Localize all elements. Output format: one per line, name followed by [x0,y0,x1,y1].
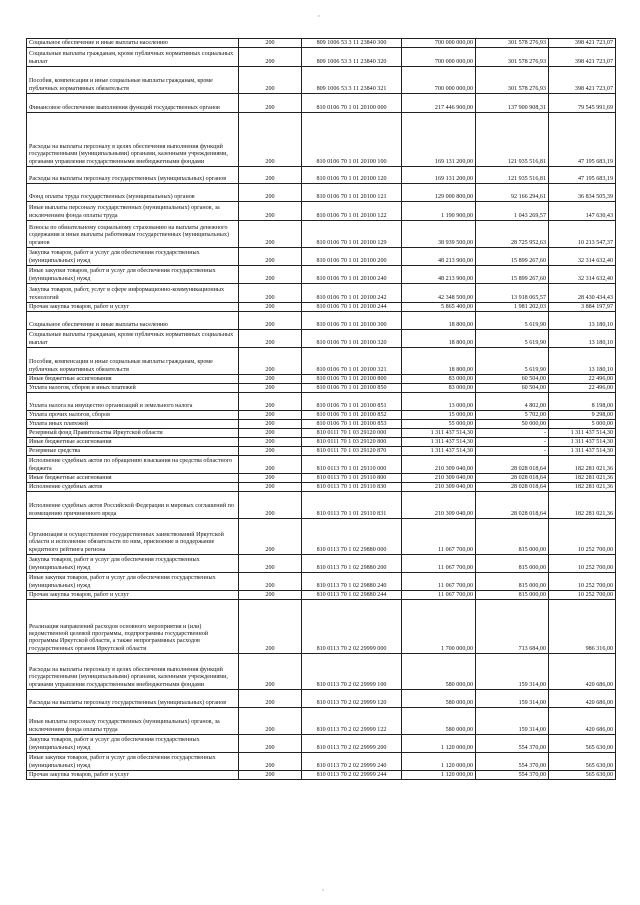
row-unexecuted-amount: 9 298,00 [549,411,616,420]
table-row [27,519,616,555]
row-budget-code: 810 0106 70 1 01 20100 852 [302,411,402,420]
row-executed-amount: - [476,438,549,447]
row-approved-amount: 129 000 800,00 [402,184,476,202]
row-name: Социальное обеспечение и иные выплаты населению [27,312,239,330]
row-unexecuted-amount: 32 314 632,40 [549,266,616,284]
table-row [27,573,616,591]
row-unexecuted-amount: 36 834 505,39 [549,184,616,202]
row-name: Фонд оплаты труда государственных (муниципальных) органов [27,184,239,202]
table-row [27,202,616,221]
row-name: Расходы на выплаты персоналу государственных (муниципальных) органов [27,690,239,708]
row-budget-code: 810 0106 70 1 01 20100 853 [302,420,402,429]
row-approved-amount: 15 000,00 [402,411,476,420]
row-admin-code: 200 [239,266,302,284]
row-admin-code: 200 [239,474,302,483]
row-executed-amount: 815 000,00 [476,555,549,573]
row-executed-amount: 554 370,00 [476,753,549,771]
row-executed-amount: 4 802,00 [476,393,549,411]
row-unexecuted-amount: 13 180,10 [549,312,616,330]
row-budget-code: 810 0111 70 1 03 29120 870 [302,447,402,456]
row-budget-code: 810 0113 70 1 02 29880 244 [302,591,402,600]
row-executed-amount: 301 578 276,93 [476,39,549,48]
row-admin-code: 200 [239,312,302,330]
row-approved-amount: 18 800,00 [402,348,476,375]
table-row [27,48,616,67]
row-name: Иные закупки товаров, работ и услуг для обеспечения государственных (муниципальных) нужд [27,753,239,771]
row-budget-code: 810 0106 70 1 01 20100 244 [302,303,402,312]
row-unexecuted-amount: 22 496,00 [549,384,616,393]
table-row [27,330,616,348]
row-budget-code: 810 0113 70 2 02 29999 200 [302,735,402,753]
row-unexecuted-amount: 5 000,00 [549,420,616,429]
row-unexecuted-amount: 182 281 021,36 [549,492,616,519]
row-name: Иные бюджетные ассигнования [27,474,239,483]
row-executed-amount: 121 935 516,81 [476,167,549,184]
row-name: Закупка товаров, работ и услуг для обеспечения государственных (муниципальных) нужд [27,735,239,753]
row-unexecuted-amount: 565 630,00 [549,735,616,753]
row-executed-amount: 92 166 294,61 [476,184,549,202]
row-admin-code: 200 [239,221,302,248]
row-admin-code: 200 [239,753,302,771]
row-name: Иные выплаты персоналу государственных (муниципальных) органов, за исключением фонда оплаты труда [27,708,239,735]
row-admin-code: 200 [239,591,302,600]
table-row [27,474,616,483]
row-admin-code: 200 [239,447,302,456]
row-approved-amount: 1 120 000,00 [402,771,476,780]
table-row [27,492,616,519]
row-name: Взносы по обязательному социальному страхованию на выплаты денежного содержания и иные выплаты работникам государственных (муниципальных) органов [27,221,239,248]
row-admin-code: 200 [239,393,302,411]
page-top-mark: ' [318,14,320,22]
row-unexecuted-amount: 13 180,10 [549,348,616,375]
table-row [27,375,616,384]
row-unexecuted-amount: 420 686,00 [549,690,616,708]
row-budget-code: 810 0106 70 1 01 20100 851 [302,393,402,411]
row-approved-amount: 48 213 900,00 [402,248,476,266]
row-executed-amount: 5 619,90 [476,312,549,330]
row-name: Резервные средства [27,447,239,456]
row-unexecuted-amount: 986 316,00 [549,600,616,654]
row-admin-code: 200 [239,411,302,420]
table-row [27,94,616,113]
row-name: Иные закупки товаров, работ и услуг для обеспечения государственных (муниципальных) нужд [27,266,239,284]
row-unexecuted-amount: 420 686,00 [549,708,616,735]
row-name: Организация и осуществление государственных заимствований Иркутской области и исполнение обязательств по ним, присвоение и поддержание кредитного рейтинга региона [27,519,239,555]
row-approved-amount: 1 120 000,00 [402,753,476,771]
row-approved-amount: 38 939 500,00 [402,221,476,248]
row-budget-code: 810 0106 70 1 01 20100 300 [302,312,402,330]
row-unexecuted-amount: 182 281 021,36 [549,456,616,474]
row-admin-code: 200 [239,39,302,48]
row-unexecuted-amount: 32 314 632,40 [549,248,616,266]
row-approved-amount: 169 131 200,00 [402,113,476,167]
row-budget-code: 810 0106 70 1 01 20100 100 [302,113,402,167]
row-admin-code: 200 [239,167,302,184]
row-name: Расходы на выплаты персоналу в целях обеспечения выполнения функций государственными (муниципальными) органами, казенными учреждениями, органами управления государственными внебюджетными фондами [27,654,239,690]
row-name: Расходы на выплаты персоналу в целях обеспечения выполнения функций государственными (муниципальными) органами, казенными учреждениями, органами управления государственными внебюджетными фондами [27,113,239,167]
row-unexecuted-amount: 47 195 683,19 [549,113,616,167]
row-admin-code: 200 [239,330,302,348]
table-row [27,221,616,248]
row-approved-amount: 5 865 400,00 [402,303,476,312]
table-row [27,447,616,456]
table-row [27,312,616,330]
row-executed-amount: 15 899 267,60 [476,248,549,266]
row-admin-code: 200 [239,420,302,429]
row-budget-code: 810 0113 70 2 02 29999 244 [302,771,402,780]
row-admin-code: 200 [239,248,302,266]
row-name: Финансовое обеспечение выполнения функций государственных органов [27,94,239,113]
row-executed-amount: 815 000,00 [476,573,549,591]
row-unexecuted-amount: 1 311 437 514,30 [549,438,616,447]
row-admin-code: 200 [239,67,302,94]
table-row [27,456,616,474]
row-admin-code: 200 [239,348,302,375]
row-budget-code: 810 0113 70 2 02 29999 000 [302,600,402,654]
row-approved-amount: 210 309 040,00 [402,474,476,483]
table-row [27,654,616,690]
row-unexecuted-amount: 1 311 437 514,30 [549,447,616,456]
row-admin-code: 200 [239,492,302,519]
row-name: Социальные выплаты гражданам, кроме публичных нормативных социальных выплат [27,48,239,67]
row-executed-amount: 713 684,00 [476,600,549,654]
table-row [27,420,616,429]
row-executed-amount: 301 578 276,93 [476,67,549,94]
row-admin-code: 200 [239,184,302,202]
row-budget-code: 810 0106 70 1 01 20100 122 [302,202,402,221]
row-budget-code: 810 0113 70 2 02 29999 122 [302,708,402,735]
row-approved-amount: 11 067 700,00 [402,519,476,555]
row-unexecuted-amount: 10 252 700,00 [549,555,616,573]
row-admin-code: 200 [239,573,302,591]
row-budget-code: 810 0106 70 1 01 20100 800 [302,375,402,384]
row-budget-code: 810 0106 70 1 01 20100 129 [302,221,402,248]
row-approved-amount: 1 190 900,00 [402,202,476,221]
table-row [27,735,616,753]
row-executed-amount: 15 899 267,60 [476,266,549,284]
row-name: Уплата иных платежей [27,420,239,429]
row-approved-amount: 1 700 000,00 [402,600,476,654]
table-row [27,753,616,771]
page-bottom-mark: , [322,884,325,892]
row-name: Закупка товаров, работ, услуг в сфере информационно-коммуникационных технологий [27,284,239,303]
table-row [27,248,616,266]
row-name: Иные бюджетные ассигнования [27,375,239,384]
row-name: Закупка товаров, работ и услуг для обеспечения государственных (муниципальных) нужд [27,248,239,266]
row-budget-code: 810 0113 70 2 02 29999 120 [302,690,402,708]
row-executed-amount: 137 900 908,31 [476,94,549,113]
row-approved-amount: 18 800,00 [402,330,476,348]
row-admin-code: 200 [239,303,302,312]
row-name: Иные закупки товаров, работ и услуг для обеспечения государственных (муниципальных) нужд [27,573,239,591]
table-row [27,67,616,94]
row-name: Исполнение судебных актов Российской Федерации и мировых соглашений по возмещению причиненного вреда [27,492,239,519]
row-approved-amount: 700 000 000,00 [402,39,476,48]
row-unexecuted-amount: 13 180,10 [549,330,616,348]
row-budget-code: 810 0106 70 1 01 20100 320 [302,330,402,348]
row-unexecuted-amount: 10 213 547,37 [549,221,616,248]
row-unexecuted-amount: 565 630,00 [549,771,616,780]
table-row [27,591,616,600]
row-budget-code: 810 0113 70 1 02 29880 240 [302,573,402,591]
row-executed-amount: 1 981 202,03 [476,303,549,312]
row-approved-amount: 18 800,00 [402,312,476,330]
row-approved-amount: 83 000,00 [402,384,476,393]
row-admin-code: 200 [239,438,302,447]
row-name: Иные бюджетные ассигнования [27,438,239,447]
row-unexecuted-amount: 10 252 700,00 [549,519,616,555]
row-admin-code: 200 [239,384,302,393]
row-executed-amount: 554 370,00 [476,735,549,753]
table-row [27,708,616,735]
row-name: Исполнение судебных актов [27,483,239,492]
row-executed-amount: 159 314,00 [476,690,549,708]
row-unexecuted-amount: 10 252 700,00 [549,573,616,591]
table-row [27,39,616,48]
row-name: Резервный фонд Правительства Иркутской области [27,429,239,438]
row-unexecuted-amount: 398 421 723,07 [549,39,616,48]
row-name: Уплата налога на имущество организаций и земельного налога [27,393,239,411]
row-approved-amount: 700 000 000,00 [402,48,476,67]
row-executed-amount: 13 918 065,57 [476,284,549,303]
row-executed-amount: 5 619,90 [476,348,549,375]
row-approved-amount: 210 309 040,00 [402,456,476,474]
table-row [27,483,616,492]
table-row [27,266,616,284]
row-approved-amount: 217 446 900,00 [402,94,476,113]
row-approved-amount: 83 000,00 [402,375,476,384]
row-approved-amount: 210 309 040,00 [402,492,476,519]
row-approved-amount: 11 067 700,00 [402,555,476,573]
row-approved-amount: 11 067 700,00 [402,591,476,600]
row-admin-code: 200 [239,202,302,221]
row-budget-code: 810 0113 70 2 02 29999 100 [302,654,402,690]
row-approved-amount: 48 213 900,00 [402,266,476,284]
row-unexecuted-amount: 10 252 700,00 [549,591,616,600]
row-budget-code: 810 0106 70 1 01 20100 321 [302,348,402,375]
table-row [27,690,616,708]
row-approved-amount: 1 311 437 514,30 [402,447,476,456]
table-row [27,555,616,573]
row-approved-amount: 580 000,00 [402,708,476,735]
row-name: Пособия, компенсации и иные социальные выплаты гражданам, кроме публичных нормативных обязательств [27,348,239,375]
row-approved-amount: 580 000,00 [402,654,476,690]
row-name: Социальное обеспечение и иные выплаты населению [27,39,239,48]
row-budget-code: 810 0106 70 1 01 20100 240 [302,266,402,284]
table-row [27,393,616,411]
row-admin-code: 200 [239,735,302,753]
row-approved-amount: 42 348 500,00 [402,284,476,303]
table-row [27,184,616,202]
row-name: Прочая закупка товаров, работ и услуг [27,303,239,312]
table-row [27,284,616,303]
row-executed-amount: 60 504,00 [476,375,549,384]
row-approved-amount: 580 000,00 [402,690,476,708]
table-row [27,384,616,393]
row-approved-amount: 55 000,00 [402,420,476,429]
row-executed-amount: 28 028 018,64 [476,474,549,483]
table-row [27,167,616,184]
row-name: Исполнение судебных актов по обращению взыскания на средства областного бюджета [27,456,239,474]
row-budget-code: 810 0111 70 1 03 29120 800 [302,438,402,447]
row-budget-code: 810 0113 70 1 02 29880 000 [302,519,402,555]
row-executed-amount: 301 578 276,93 [476,48,549,67]
row-executed-amount: 28 028 018,64 [476,483,549,492]
row-admin-code: 200 [239,555,302,573]
row-name: Расходы на выплаты персоналу государственных (муниципальных) органов [27,167,239,184]
row-name: Уплата прочих налогов, сборов [27,411,239,420]
row-unexecuted-amount: 182 281 021,36 [549,483,616,492]
row-admin-code: 200 [239,519,302,555]
row-admin-code: 200 [239,48,302,67]
table-row [27,348,616,375]
row-executed-amount: 28 028 018,64 [476,492,549,519]
row-budget-code: 810 0111 70 1 03 29120 000 [302,429,402,438]
row-name: Реализация направлений расходов основного мероприятия и (или) ведомственной целевой программы, подпрограммы государственной программы Иркутской области, а также непрограммных расходов государственных органов Иркутской области [27,600,239,654]
row-executed-amount: 5 619,90 [476,330,549,348]
row-unexecuted-amount: 1 311 437 514,30 [549,429,616,438]
row-admin-code: 200 [239,284,302,303]
row-budget-code: 809 1006 53 3 11 23840 320 [302,48,402,67]
table-row [27,600,616,654]
row-budget-code: 810 0106 70 1 01 20100 242 [302,284,402,303]
row-budget-code: 810 0106 70 1 01 20100 200 [302,248,402,266]
row-budget-code: 810 0113 70 1 01 29110 831 [302,492,402,519]
row-admin-code: 200 [239,690,302,708]
row-unexecuted-amount: 398 421 723,07 [549,48,616,67]
row-executed-amount: 815 000,00 [476,591,549,600]
row-unexecuted-amount: 565 630,00 [549,753,616,771]
row-budget-code: 810 0113 70 1 01 29110 800 [302,474,402,483]
row-admin-code: 200 [239,456,302,474]
row-budget-code: 810 0106 70 1 01 20100 850 [302,384,402,393]
row-name: Социальные выплаты гражданам, кроме публичных нормативных социальных выплат [27,330,239,348]
row-budget-code: 810 0113 70 1 01 29110 830 [302,483,402,492]
row-executed-amount: 28 725 952,63 [476,221,549,248]
row-approved-amount: 700 000 000,00 [402,67,476,94]
row-executed-amount: 121 935 516,81 [476,113,549,167]
row-admin-code: 200 [239,429,302,438]
table-row [27,303,616,312]
table-row [27,113,616,167]
row-name: Уплата налогов, сборов и иных платежей [27,384,239,393]
row-budget-code: 810 0113 70 2 02 29999 240 [302,753,402,771]
table-body [27,39,616,780]
row-admin-code: 200 [239,771,302,780]
row-budget-code: 810 0106 70 1 01 20100 000 [302,94,402,113]
row-unexecuted-amount: 28 430 434,43 [549,284,616,303]
row-admin-code: 200 [239,483,302,492]
row-admin-code: 200 [239,654,302,690]
row-executed-amount: - [476,447,549,456]
row-unexecuted-amount: 47 195 683,19 [549,167,616,184]
row-approved-amount: 11 067 700,00 [402,573,476,591]
row-approved-amount: 1 311 437 514,30 [402,438,476,447]
row-executed-amount: 1 043 269,57 [476,202,549,221]
row-budget-code: 809 1006 53 3 11 23840 321 [302,67,402,94]
row-unexecuted-amount: 8 198,00 [549,393,616,411]
row-unexecuted-amount: 147 630,43 [549,202,616,221]
row-approved-amount: 169 131 200,00 [402,167,476,184]
row-name: Пособия, компенсации и иные социальные выплаты гражданам, кроме публичных нормативных обязательств [27,67,239,94]
row-budget-code: 810 0106 70 1 01 20100 120 [302,167,402,184]
row-executed-amount: 159 314,00 [476,708,549,735]
row-admin-code: 200 [239,708,302,735]
row-executed-amount: 159 314,00 [476,654,549,690]
row-unexecuted-amount: 398 421 723,07 [549,67,616,94]
table-row [27,438,616,447]
row-unexecuted-amount: 182 281 021,36 [549,474,616,483]
row-approved-amount: 210 309 040,00 [402,483,476,492]
row-admin-code: 200 [239,600,302,654]
row-name: Прочая закупка товаров, работ и услуг [27,771,239,780]
row-executed-amount: 815 000,00 [476,519,549,555]
row-executed-amount: 5 702,00 [476,411,549,420]
table-row [27,429,616,438]
row-unexecuted-amount: 420 686,00 [549,654,616,690]
row-approved-amount: 1 120 000,00 [402,735,476,753]
row-unexecuted-amount: 79 545 991,69 [549,94,616,113]
row-name: Иные выплаты персоналу государственных (муниципальных) органов, за исключением фонда оплаты труда [27,202,239,221]
row-executed-amount: 28 028 018,64 [476,456,549,474]
row-approved-amount: 13 000,00 [402,393,476,411]
row-budget-code: 810 0113 70 1 01 29110 000 [302,456,402,474]
row-budget-code: 810 0113 70 1 02 29880 200 [302,555,402,573]
row-admin-code: 200 [239,94,302,113]
row-approved-amount: 1 311 437 514,30 [402,429,476,438]
row-executed-amount: 60 504,00 [476,384,549,393]
row-unexecuted-amount: 3 884 197,97 [549,303,616,312]
row-budget-code: 809 1006 53 3 11 23840 300 [302,39,402,48]
row-executed-amount: 50 000,00 [476,420,549,429]
row-name: Прочая закупка товаров, работ и услуг [27,591,239,600]
table-row [27,771,616,780]
table-row [27,411,616,420]
row-executed-amount: 554 370,00 [476,771,549,780]
row-name: Закупка товаров, работ и услуг для обеспечения государственных (муниципальных) нужд [27,555,239,573]
row-admin-code: 200 [239,113,302,167]
budget-execution-table-page [26,38,615,780]
row-executed-amount: - [476,429,549,438]
row-budget-code: 810 0106 70 1 01 20100 121 [302,184,402,202]
row-unexecuted-amount: 22 496,00 [549,375,616,384]
row-admin-code: 200 [239,375,302,384]
budget-execution-table [26,38,616,780]
